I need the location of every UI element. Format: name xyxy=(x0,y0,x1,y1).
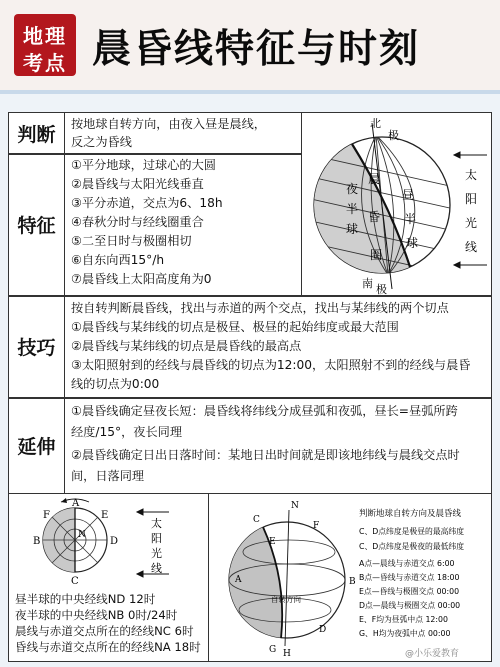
feature-line-2: ②晨昏线与太阳光线垂直 xyxy=(71,177,204,191)
ob-legend-5: E点—昏线与极圈交点 00:00 xyxy=(359,587,460,596)
meridian-note-1: 昼半球的中央经线ND 12时 xyxy=(15,592,156,606)
ob-label-c: C xyxy=(253,515,260,525)
sunlight-char-4: 线 xyxy=(465,240,478,254)
ob-label-f: F xyxy=(313,521,320,531)
polar-label-b: B xyxy=(33,536,41,547)
label-judge: 判断 xyxy=(9,113,65,153)
polar-view-panel xyxy=(9,494,209,662)
polar-label-a: A xyxy=(72,498,80,509)
label-skills: 技巧 xyxy=(9,295,65,397)
dawn-char-3: 圈 xyxy=(370,248,383,262)
judge-line-2: 反之为昏线 xyxy=(71,135,132,149)
ext-line-1: ①晨昏线确定昼夜长短：晨昏线将纬线分成昼弧和夜弧，昼长=昼弧所跨 xyxy=(71,404,458,418)
feature-line-4: ④春秋分时与经线圈重合 xyxy=(71,215,204,229)
ob-legend-8: G、H均为夜弧中点 00:00 xyxy=(359,629,451,638)
page-title: 晨昏线特征与时刻 xyxy=(92,26,421,72)
skills-line-3: ②晨昏线与某纬线的切点是晨昏线的最高点 xyxy=(71,339,302,353)
oblique-globe-svg xyxy=(209,494,491,660)
polar-sun-char-2: 阳 xyxy=(151,532,162,545)
dawn-char-1: 晨 xyxy=(368,172,381,186)
night-char-2: 半 xyxy=(346,202,359,216)
night-char-1: 夜 xyxy=(346,182,359,196)
judge-line-1: 按地球自转方向，由夜入昼是晨线， xyxy=(71,117,266,131)
polar-label-f: F xyxy=(43,510,50,521)
skills-line-2: ①晨昏线与某纬线的切点是极昼、极昼的起始纬度或最大范围 xyxy=(71,320,399,334)
day-char-2: 半 xyxy=(404,212,417,226)
polar-sun-char-4: 线 xyxy=(151,562,162,575)
day-char-1: 昼 xyxy=(402,188,415,202)
skills-line-5: 线的切点为0:00 xyxy=(71,377,160,391)
dawn-char-2: 昏 xyxy=(368,210,381,224)
ob-legend-7: E、F均为昼弧中点 12:00 xyxy=(359,615,448,624)
polar-label-c: C xyxy=(71,576,79,587)
ob-label-g: G xyxy=(269,645,277,655)
globe-svg xyxy=(302,113,492,295)
feature-line-7: ⑦晨昏线上太阳高度角为0 xyxy=(71,272,212,286)
ob-legend-3: A点—晨线与赤道交点 6:00 xyxy=(359,559,455,568)
ob-label-e: E xyxy=(269,537,276,547)
polar-sun-char-3: 光 xyxy=(151,547,162,560)
content-table xyxy=(8,112,492,494)
rotation-arrowhead xyxy=(61,498,67,503)
north-pole-label: 极 xyxy=(388,129,399,142)
polar-globe-svg xyxy=(9,494,207,589)
ext-line-2: 经度/15°，夜长同理 xyxy=(71,425,183,439)
ob-legend-title: 判断地球自转方向及晨昏线 xyxy=(359,509,462,519)
meridian-note-2: 夜半球的中央经线NB 0时/24时 xyxy=(15,608,178,622)
sunlight-char-1: 太 xyxy=(465,168,478,182)
polar-sun-char-1: 太 xyxy=(151,517,162,530)
ob-legend-2: C、D点纬度是极夜的最低纬度 xyxy=(359,542,465,551)
ob-legend-1: C、D点纬度是极昼的最高纬度 xyxy=(359,527,465,536)
ext-line-3: ②晨昏线确定日出日落时间：某地日出时间就是即该地纬线与晨线交点时 xyxy=(71,448,460,462)
north-label: 北 xyxy=(370,117,381,130)
night-char-3: 球 xyxy=(346,222,359,236)
label-extension: 延伸 xyxy=(9,397,65,494)
ob-label-n: N xyxy=(291,501,299,511)
meridian-note-3: 晨线与赤道交点所在的经线NC 6时 xyxy=(15,624,194,638)
badge-line1: 地理 xyxy=(23,24,67,48)
badge-line2: 考点 xyxy=(23,51,67,75)
meridian-note-4: 昏线与赤道交点所在的经线NA 18时 xyxy=(15,640,201,654)
ob-label-a: A xyxy=(235,575,242,585)
ob-legend-4: B点—昏线与赤道交点 18:00 xyxy=(359,573,460,582)
ob-label-d: D xyxy=(319,625,327,635)
polar-label-d: D xyxy=(110,536,119,547)
ob-rotation-note: 自转方向 xyxy=(271,595,301,604)
header-divider xyxy=(0,90,500,94)
feature-line-1: ①平分地球，过球心的大圆 xyxy=(71,158,216,172)
sunlight-char-2: 阳 xyxy=(465,192,478,206)
skills-line-1: 按自转判断晨昏线，找出与赤道的两个交点，找出与某纬线的两个切点 xyxy=(71,301,449,315)
south-pole-label: 极 xyxy=(376,283,387,295)
label-features: 特征 xyxy=(9,153,65,295)
ext-line-4: 间，日落同理 xyxy=(71,469,145,483)
ob-label-h: H xyxy=(283,649,291,659)
skills-line-4: ③太阳照射到的经线与晨昏线的切点为12:00，太阳照射不到的经线与晨昏 xyxy=(71,358,471,372)
south-label: 南 xyxy=(362,277,373,290)
header xyxy=(0,0,500,92)
terminator-globe-diagram xyxy=(301,113,491,297)
sunlight-char-3: 光 xyxy=(465,216,478,230)
diagram-section xyxy=(8,494,492,662)
day-char-3: 球 xyxy=(406,236,419,250)
ob-legend-6: D点—晨线与极圈交点 00:00 xyxy=(359,601,461,610)
ob-label-b: B xyxy=(349,577,356,587)
feature-line-3: ③平分赤道，交点为6、18h xyxy=(71,196,223,210)
feature-line-5: ⑤二至日时与极圈相切 xyxy=(71,234,192,248)
feature-line-6: ⑥自东向西15°/h xyxy=(71,253,165,267)
polar-label-e: E xyxy=(101,510,109,521)
watermark: @小乐爱教育 xyxy=(405,649,460,659)
polar-label-n: N xyxy=(78,530,86,540)
row-divider xyxy=(9,397,491,399)
topic-badge xyxy=(14,14,76,76)
